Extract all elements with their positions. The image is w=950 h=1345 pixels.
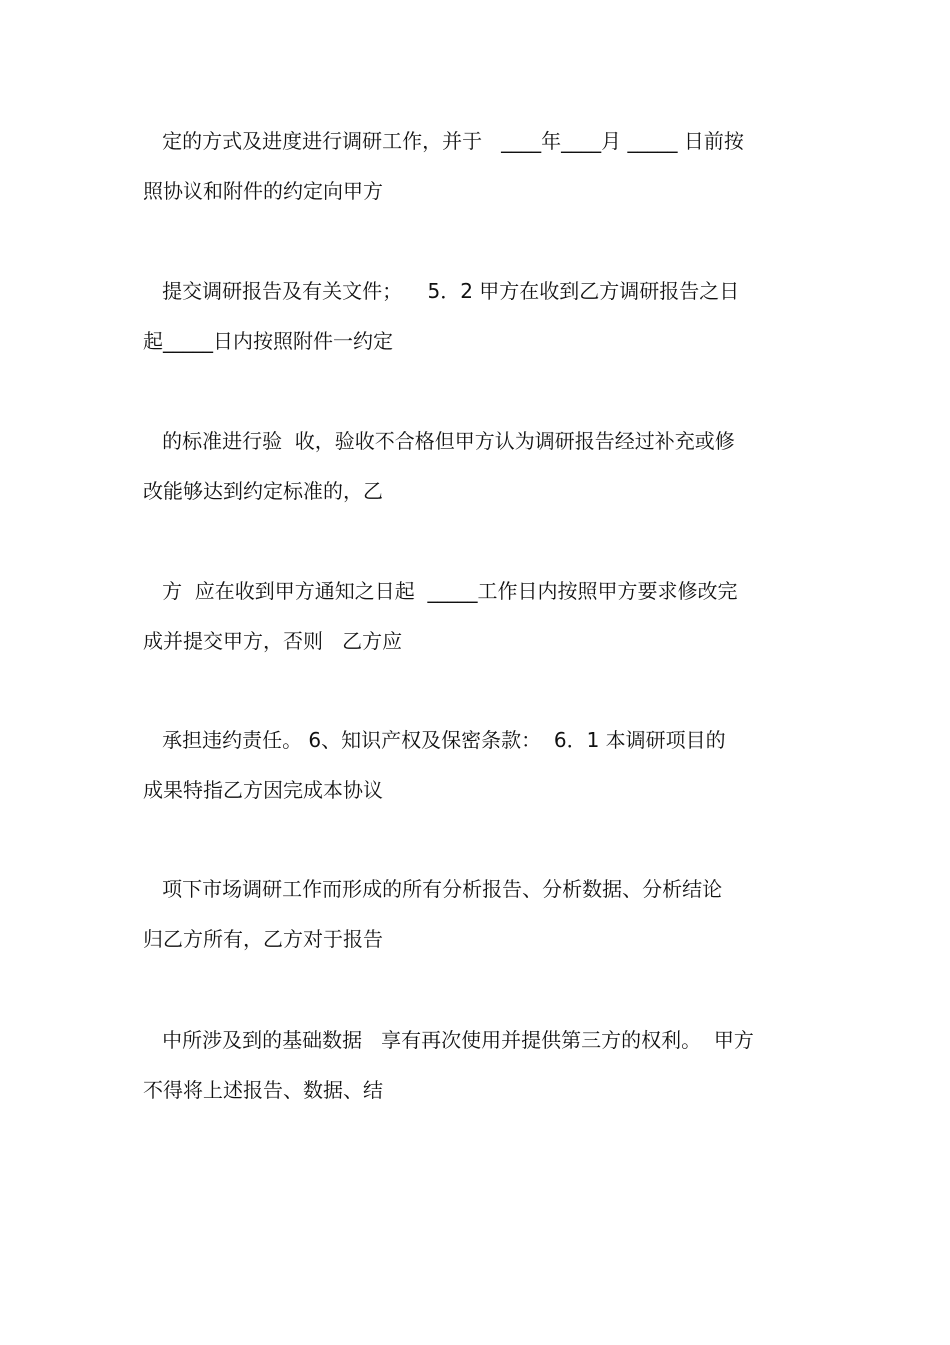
paragraph-line-first: 项下市场调研工作而形成的所有分析报告、分析数据、分析结论: [143, 877, 723, 901]
paragraph-line-first: 的标准进行验 收，验收不合格但甲方认为调研报告经过补充或修: [143, 429, 735, 453]
paragraph-line-second: 不得将上述报告、数据、结: [143, 1078, 383, 1102]
paragraph: [143, 128, 823, 204]
paragraph: [143, 1027, 823, 1103]
paragraph-line-second: 成果特指乙方因完成本协议: [143, 778, 383, 802]
paragraph: [143, 428, 823, 504]
paragraph: [143, 876, 823, 952]
paragraph-line-second: 照协议和附件的约定向甲方: [143, 179, 383, 203]
paragraph-line-second: 起_____日内按照附件一约定: [143, 329, 393, 353]
paragraph: [143, 727, 823, 803]
paragraph: [143, 278, 823, 354]
paragraph-line-second: 改能够达到约定标准的，乙: [143, 479, 383, 503]
paragraph-line-first: 方 应在收到甲方通知之日起 _____工作日内按照甲方要求修改完: [143, 579, 738, 603]
paragraph-line-first: 定的方式及进度进行调研工作，并于 ____年____月 _____ 日前按: [143, 129, 744, 153]
paragraph-line-first: 提交调研报告及有关文件； 5．2 甲方在收到乙方调研报告之日: [143, 279, 740, 303]
paragraph-line-first: 中所涉及到的基础数据 享有再次使用并提供第三方的权利。 甲方: [143, 1028, 754, 1052]
paragraph: [143, 578, 823, 654]
paragraph-line-first: 承担违约责任。 6、知识产权及保密条款： 6．1 本调研项目的: [143, 728, 726, 752]
paragraph-line-second: 成并提交甲方，否则 乙方应: [143, 629, 403, 653]
paragraph-line-second: 归乙方所有，乙方对于报告: [143, 927, 383, 951]
